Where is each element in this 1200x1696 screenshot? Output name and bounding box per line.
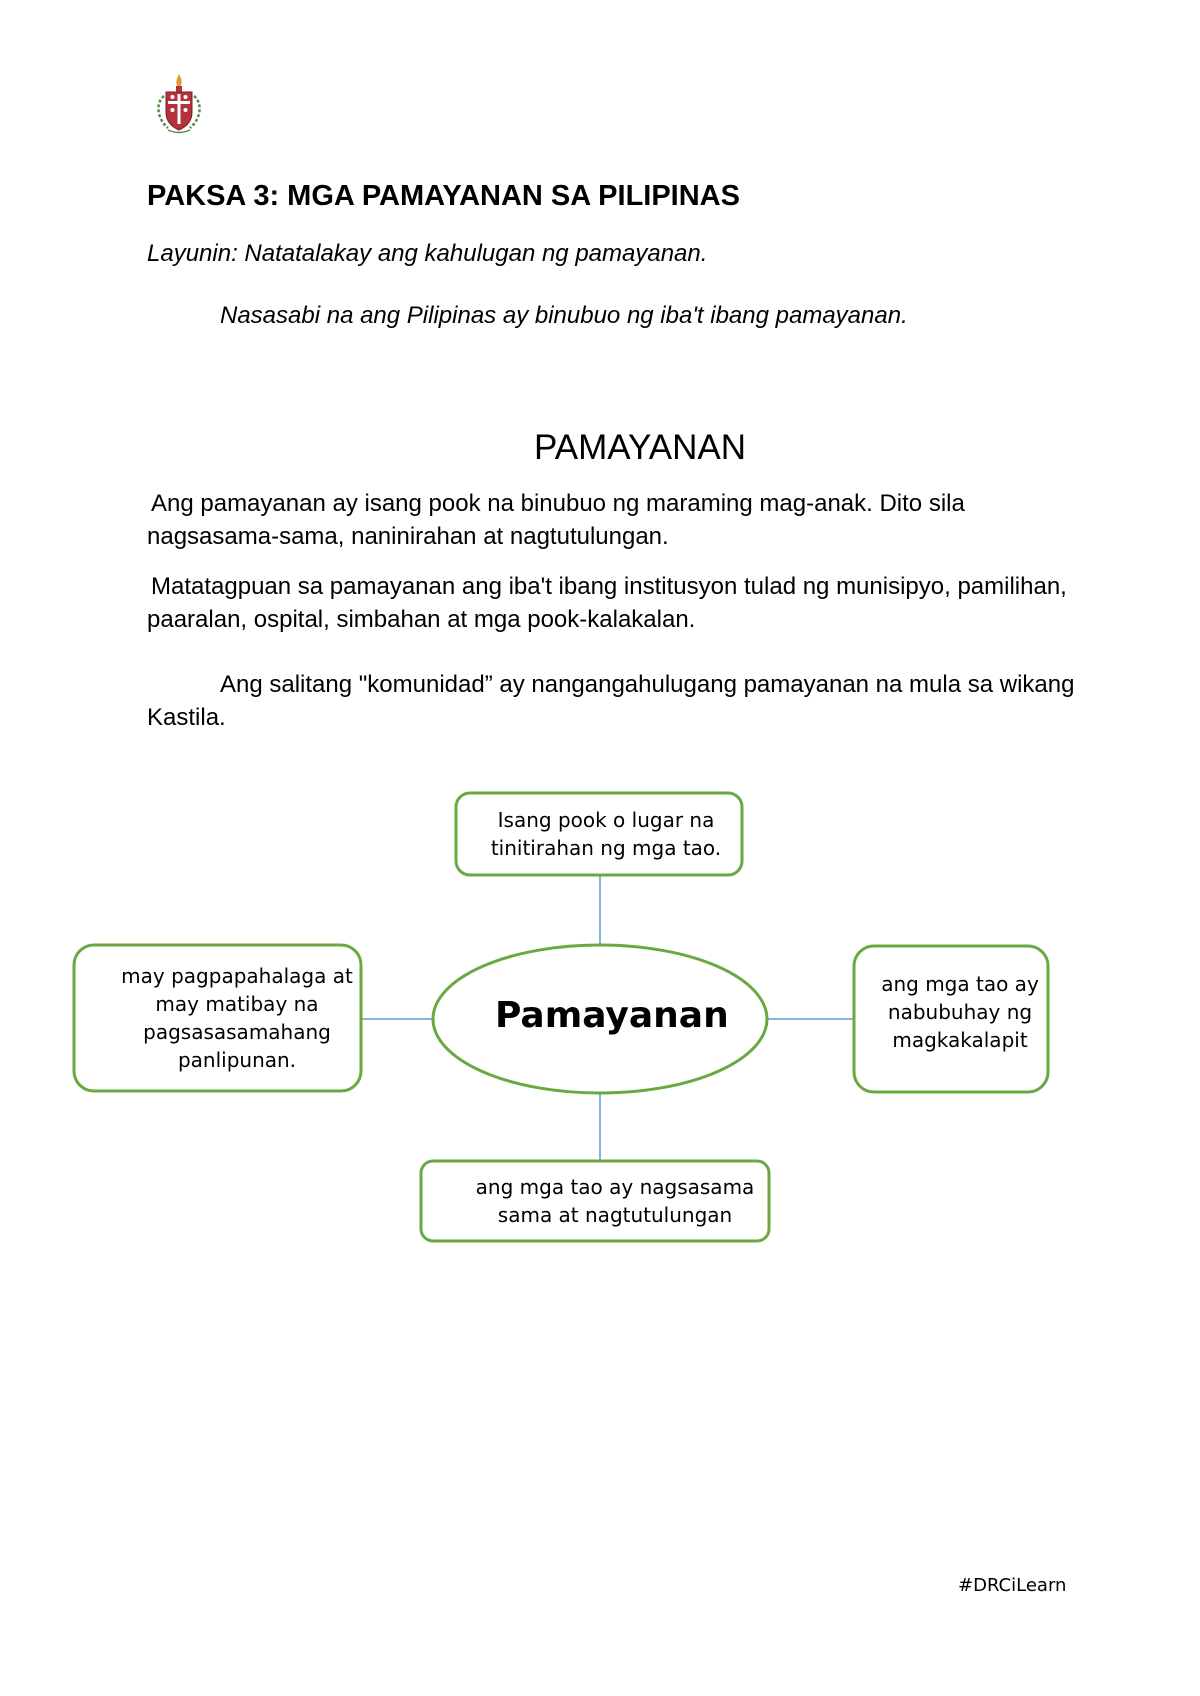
paragraph-institutions: Matatagpuan sa pamayanan ang iba't ibang institusyon tulad ng munisipyo, pamilihan, paaralan, ospital, simbahan at mga pook-kalakalan.	[147, 573, 1067, 633]
objective-line-1: Layunin: Natatalakay ang kahulugan ng pamayanan.	[147, 240, 708, 267]
box-right-text: ang mga tao ay nabubuhay ng magkakalapit	[881, 972, 1039, 1052]
footer-hashtag: #DRCiLearn	[958, 1575, 1067, 1596]
box-bottom-text: ang mga tao ay nagsasama sama at nagtutulungan	[475, 1175, 755, 1227]
section-heading: PAMAYANAN	[534, 428, 746, 467]
paragraph-definition: Ang pamayanan ay isang pook na binubuo ng maraming mag-anak. Dito sila nagsasama-sama, naninirahan at nagtutulungan.	[147, 490, 965, 550]
objective-line-2: Nasasabi na ang Pilipinas ay binubuo ng iba't ibang pamayanan.	[220, 302, 908, 329]
paragraph-etymology: Ang salitang "komunidad” ay nangangahulugang pamayanan na mula sa wikang Kastila.	[147, 671, 1075, 731]
center-label: Pamayanan	[495, 995, 729, 1036]
box-top-text: Isang pook o lugar na tinitirahan ng mga tao.	[490, 808, 722, 860]
box-left-text: may pagpapahalaga at may matibay na pagsasasamahang panlipunan.	[121, 964, 353, 1072]
page-title: PAKSA 3: MGA PAMAYANAN SA PILIPINAS	[147, 180, 740, 212]
